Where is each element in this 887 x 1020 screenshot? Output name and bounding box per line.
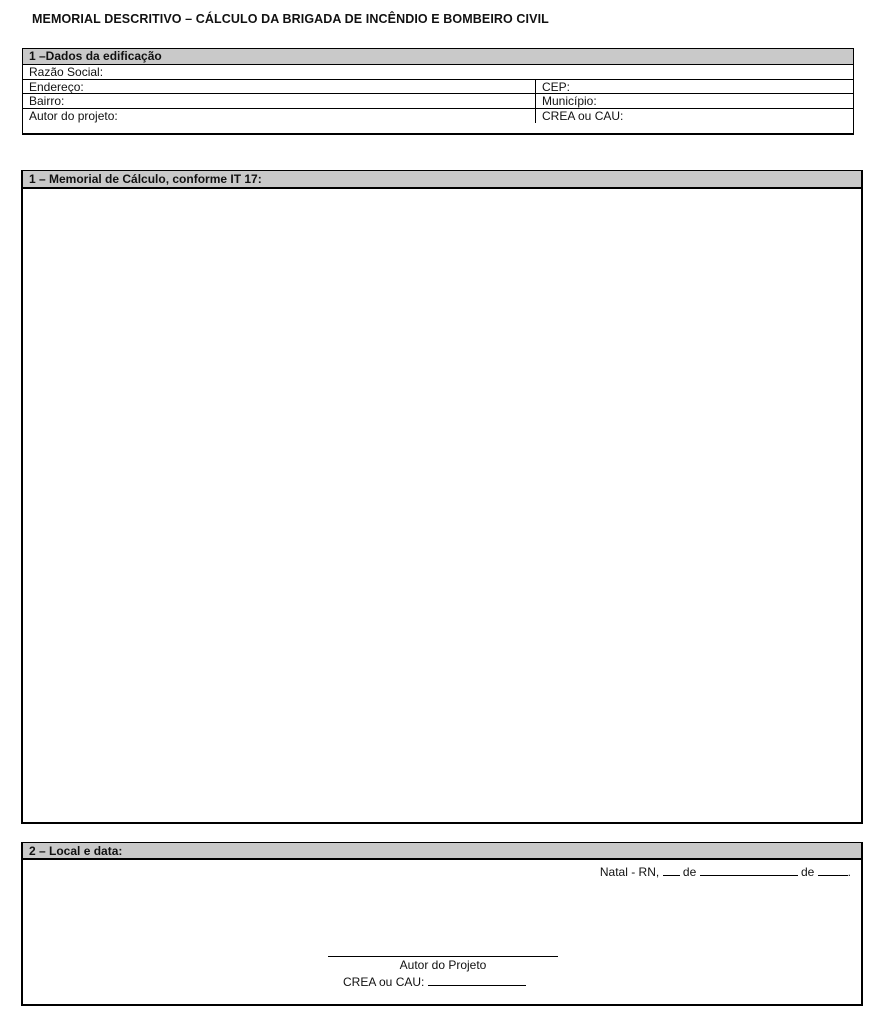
calculation-memorial-header: 1 – Memorial de Cálculo, conforme IT 17: <box>23 171 861 189</box>
building-data-header: 1 –Dados da edificação <box>23 49 853 65</box>
de-label-2: de <box>800 865 815 879</box>
row-razao-social <box>23 65 853 80</box>
municipio-field[interactable]: Município: <box>535 94 597 108</box>
year-blank[interactable] <box>818 864 848 876</box>
row-autor <box>23 109 853 124</box>
row-bairro <box>23 94 853 109</box>
crea-cau-field[interactable]: CREA ou CAU: <box>535 109 623 124</box>
date-line <box>600 864 851 879</box>
endereco-field[interactable]: Endereço: <box>29 79 84 94</box>
calculation-memorial-body[interactable] <box>23 189 861 822</box>
signature-name: Autor do Projeto <box>399 958 487 972</box>
razao-social-field[interactable]: Razão Social: <box>29 65 104 79</box>
signature-crea <box>343 974 526 989</box>
city-label: Natal - RN, <box>599 865 660 879</box>
signature-crea-label: CREA ou CAU: <box>343 975 425 989</box>
place-date-header: 2 – Local e data: <box>23 843 861 860</box>
autor-projeto-field[interactable]: Autor do projeto: <box>29 108 118 123</box>
row-endereco <box>23 80 853 95</box>
bairro-field[interactable]: Bairro: <box>29 94 65 108</box>
cep-field[interactable]: CEP: <box>535 80 570 94</box>
place-date-section <box>21 842 863 1006</box>
de-label-1: de <box>682 865 697 879</box>
document-title: MEMORIAL DESCRITIVO – CÁLCULO DA BRIGADA DE INCÊNDIO E BOMBEIRO CIVIL <box>32 12 549 26</box>
month-blank[interactable] <box>700 864 798 876</box>
day-blank[interactable] <box>663 864 680 876</box>
signature-crea-blank[interactable] <box>428 974 526 986</box>
building-data-section <box>22 48 854 135</box>
period: . <box>847 865 851 879</box>
calculation-memorial-section <box>21 170 863 824</box>
signature-line[interactable] <box>328 956 558 957</box>
